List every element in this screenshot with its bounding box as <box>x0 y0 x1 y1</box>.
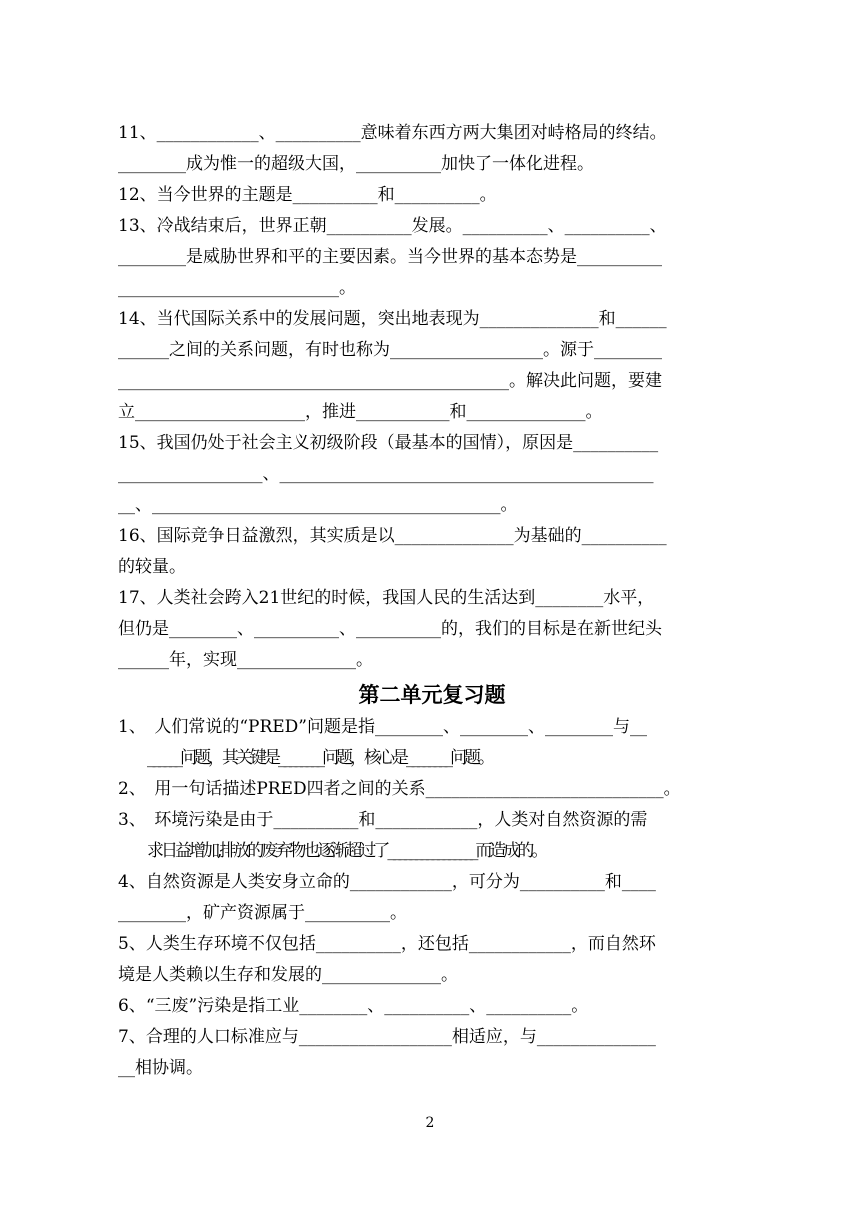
text-line: ________是威胁世界和平的主要因素。当今世界的基本态势是__________ <box>118 247 662 267</box>
text-line: 4、自然资源是人类安身立命的____________，可分为__________和____ <box>118 872 656 892</box>
text-line: 15、我国仍处于社会主义初级阶段（最基本的国情），原因是__________ <box>118 433 659 453</box>
text-line: 2、 用一句话描述PRED四者之间的关系____________________________。 <box>118 779 681 799</box>
text-line: ________，矿产资源属于__________。 <box>118 903 407 923</box>
text-line: 求日益增加,排放的废弃物也逐渐超过了________________而造成的。 <box>147 841 546 861</box>
text-line: 13、冷战结束后，世界正朝__________发展。__________、__________、 <box>118 216 667 236</box>
text-line: 1、 人们常说的“PRED”问题是指________、________、________与__ <box>118 717 647 737</box>
review-questions-unit2 <box>118 712 746 1084</box>
section-heading: 第二单元复习题 <box>358 683 506 707</box>
text-line: __、_________________________________________。 <box>118 495 518 515</box>
text-line: __相协调。 <box>118 1058 203 1078</box>
text-line: 6、“三废”污染是指工业________、__________、__________。 <box>118 996 589 1016</box>
document-content <box>118 118 746 1084</box>
text-line: 境是人类赖以生存和发展的______________。 <box>118 965 458 985</box>
text-line: 14、当代国际关系中的发展问题，突出地表现为______________和______ <box>118 309 667 329</box>
page-number: 2 <box>425 1115 435 1131</box>
text-line: 但仍是________、__________、__________的，我们的目标是在新世纪头 <box>118 619 662 639</box>
text-line: ______年，实现______________。 <box>118 650 373 670</box>
text-line: ______之间的关系问题，有时也称为__________________。源于________ <box>118 340 662 360</box>
review-questions-unit1 <box>118 118 746 676</box>
text-line: __________________________。 <box>118 278 356 298</box>
text-line: 11、____________、__________意味着东西方两大集团对峙格局的终结。 <box>118 123 667 143</box>
text-line: 7、合理的人口标准应与__________________相适应，与______________ <box>118 1027 656 1047</box>
text-line: 16、国际竞争日益激烈，其实质是以______________为基础的__________ <box>118 526 667 546</box>
text-line: 立____________________，推进___________和______________。 <box>118 402 603 422</box>
text-line: 5、人类生存环境不仅包括__________，还包括____________，而自然环 <box>118 934 656 954</box>
text-line: _________________、____________________________________________ <box>118 464 654 484</box>
text-line: 的较量。 <box>118 557 186 577</box>
text-line: ______________________________________________。解决此问题，要建 <box>118 371 662 391</box>
text-line: 12、当今世界的主题是__________和__________。 <box>118 185 497 205</box>
text-line: 17、人类社会跨入21世纪的时候，我国人民的生活达到________水平， <box>118 588 655 608</box>
text-line: ______问题，其关键是________问题，核心是________问题。 <box>147 748 492 768</box>
text-line: 3、 环境污染是由于__________和____________，人类对自然资源的需 <box>118 810 648 830</box>
text-line: ________成为惟一的超级大国，__________加快了一体化进程。 <box>118 154 594 174</box>
